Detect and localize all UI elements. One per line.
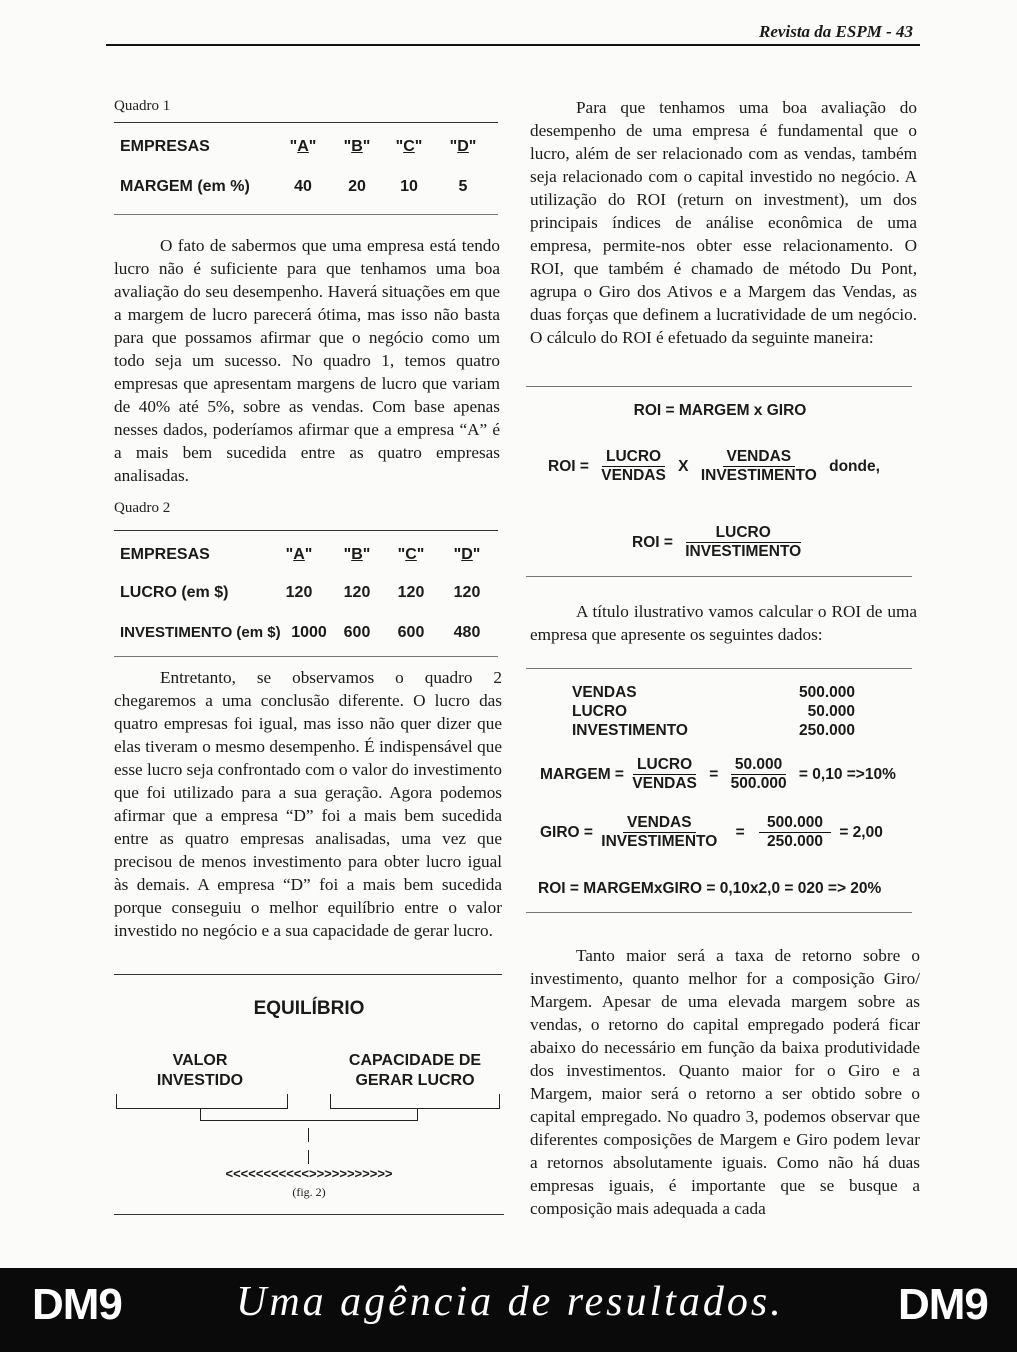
numerator: 500.000	[759, 814, 831, 833]
example-row-value: 500.000	[798, 684, 855, 701]
balance-arrows: <<<<<<<<<<<>>>>>>>>>>>	[225, 1166, 393, 1181]
dm9-logo-right: DM9	[898, 1280, 988, 1329]
table-header-d: "D"	[449, 138, 477, 155]
left-bracket	[116, 1094, 288, 1109]
example-top-rule	[526, 668, 912, 669]
table-row-label: INVESTIMENTO (em $)	[120, 624, 281, 641]
footer-banner	[0, 1268, 1017, 1352]
numerator: LUCRO	[633, 756, 696, 775]
roi-result: ROI = MARGEMxGIRO = 0,10x2,0 = 020 => 20%	[538, 880, 882, 897]
numerator: 50.000	[731, 756, 786, 775]
roi-formula-expanded	[544, 448, 884, 485]
header-rule	[106, 44, 920, 46]
table-cell: 120	[285, 584, 313, 601]
figure-left-label-2: INVESTIDO	[156, 1072, 244, 1089]
table-cell: 600	[397, 624, 425, 641]
joining-bracket	[200, 1108, 418, 1121]
roi-box-top-rule	[526, 386, 912, 387]
roi-formula-simplified	[628, 524, 805, 561]
quadro2-caption: Quadro 2	[114, 500, 171, 516]
table-header-d: "D"	[453, 546, 481, 563]
right-bracket	[330, 1094, 500, 1109]
dm9-logo-left: DM9	[32, 1280, 122, 1329]
figure-left-label-1: VALOR	[172, 1052, 228, 1069]
example-bottom-rule	[526, 912, 912, 913]
fraction-vendas-investimento	[597, 814, 721, 851]
connector-line	[308, 1128, 309, 1142]
giro-formula	[536, 814, 887, 851]
denominator: INVESTIMENTO	[601, 833, 718, 850]
margem-formula	[536, 756, 900, 793]
table-header-b: "B"	[343, 546, 371, 563]
paragraph-4: A título ilustrativo vamos calcular o ROI de uma empresa que apresente os seguintes dados:	[530, 602, 917, 644]
denominator: 500.000	[730, 775, 787, 792]
table-header-c: "C"	[395, 138, 423, 155]
figure-right-label-2: GERAR LUCRO	[355, 1072, 475, 1089]
table-header-a: "A"	[289, 138, 317, 155]
roi-definition: ROI = MARGEM x GIRO	[633, 402, 807, 419]
example-row-value: 250.000	[798, 722, 855, 739]
roi-eq-label: ROI =	[632, 533, 673, 551]
footer-slogan: Uma agência de resultados.	[236, 1279, 784, 1325]
table-cell: 20	[348, 178, 366, 195]
table-header-a: "A"	[285, 546, 313, 563]
paragraph-5: Tanto maior será a taxa de retorno sobre o investimento, quanto melhor for a composição Giro/ Margem. Apesar de uma elevada margem sobre as vendas, o retorno do capital empregado poderá ficar abaixo do necessário em função da baixa produtividade dos investimentos. Quanto maior for o Giro e a Margem, maior será o retorno a ser obtido sobre o capital empregado. No quadro 3, podemos observar que diferentes composições de Margem e Giro podem levar a retornos absolutamente iguais. Como não há duas empresas iguais, é importante que se busque a composição mais adequada a cada	[530, 946, 920, 1218]
quadro1-bottom-rule	[114, 214, 498, 215]
table-cell: 480	[453, 624, 481, 641]
numerator: VENDAS	[723, 448, 796, 467]
numerator: LUCRO	[686, 524, 801, 543]
margem-label: MARGEM =	[540, 765, 624, 783]
connector-line	[308, 1150, 309, 1164]
quadro1-caption: Quadro 1	[114, 98, 171, 114]
running-head: Revista da ESPM - 43	[759, 22, 913, 41]
table-cell: 600	[343, 624, 371, 641]
table-header-empresas: EMPRESAS	[120, 546, 210, 563]
equals-sign: =	[735, 823, 745, 841]
denominator: VENDAS	[632, 775, 697, 792]
fraction-lucro-vendas	[628, 756, 701, 793]
figure-caption: (fig. 2)	[292, 1185, 326, 1199]
paragraph-3: Para que tenhamos uma boa avaliação do desempenho de uma empresa é fundamental que o lucro, além de ser relacionado com as vendas, também seja relacionado com o capital investido no negócio. A utilização do ROI (return on investment), um dos principais índices de análise econômica de uma empresa, permite-nos obter esse relacionamento. O ROI, que também é chamado de método Du Pont, agrupa o Giro dos Ativos e a Margem das Vendas, as duas forças que definem a lucratividade de um negócio. O cálculo do ROI é efetuado da seguinte maneira:	[530, 98, 917, 347]
denominator: INVESTIMENTO	[700, 467, 817, 484]
figure-title: EQUILÍBRIO	[253, 998, 365, 1019]
times-sign: X	[678, 457, 689, 475]
giro-label: GIRO =	[540, 823, 593, 841]
table-header-empresas: EMPRESAS	[120, 138, 210, 155]
table-row-label: LUCRO (em $)	[120, 584, 229, 601]
example-row-label: INVESTIMENTO	[572, 722, 688, 739]
margem-result: = 0,10 =>10%	[798, 765, 896, 783]
table-row-label: MARGEM (em %)	[120, 178, 250, 195]
numerator: VENDAS	[623, 814, 696, 833]
table-header-b: "B"	[343, 138, 371, 155]
roi-box-bottom-rule	[526, 576, 912, 577]
denominator: INVESTIMENTO	[685, 543, 802, 560]
table-cell: 10	[400, 178, 418, 195]
example-row-label: VENDAS	[572, 684, 637, 701]
fraction-lucro-investimento	[681, 524, 805, 561]
fraction-lucro-vendas	[597, 448, 670, 485]
fraction-values	[727, 756, 791, 793]
paragraph-1: O fato de sabermos que uma empresa está tendo lucro não é suficiente para que tenhamos uma boa avaliação do seu desempenho. Haverá situações em que a margem de lucro parecerá ótima, mas isso não basta para que possamos afirmar que o negócio como um todo seja um sucesso. No quadro 1, temos quatro empresas que apresentam margens de lucro que variam de 40% até 5%, sobre as vendas. Com base apenas nesses dados, poderíamos afirmar que a empresa “A” é a mais bem sucedida entre as quatro empresas analisadas.	[114, 236, 500, 485]
example-row-label: LUCRO	[572, 703, 628, 720]
fraction-values	[759, 814, 831, 851]
table-cell: 120	[343, 584, 371, 601]
numerator: LUCRO	[602, 448, 665, 467]
table-cell: 40	[294, 178, 312, 195]
example-row-value: 50.000	[807, 703, 855, 720]
figure-bottom-rule	[114, 1214, 504, 1215]
table-header-c: "C"	[397, 546, 425, 563]
figure-top-rule	[114, 974, 502, 975]
table-cell: 5	[458, 178, 468, 195]
donde-text: donde,	[829, 457, 880, 475]
equals-sign: =	[709, 765, 719, 783]
figure-right-label-1: CAPACIDADE DE	[348, 1052, 482, 1069]
quadro1-top-rule	[114, 122, 498, 123]
paragraph-2: Entretanto, se observamos o quadro 2 chegaremos a uma conclusão diferente. O lucro das quatro empresas foi igual, mas isso não quer dizer que elas tiveram o mesmo desempenho. É indispensável que esse lucro seja confrontado com o valor do investimento que foi utilizado para a sua geração. Agora podemos afirmar que a empresa “D” foi a mais bem sucedida entre as quatro empresas analisadas, uma vez que precisou de menos investimento para obter lucro igual às demais. A empresa “D” foi a mais bem sucedida porque conseguiu o melhor equilíbrio entre o valor investido no negócio e a sua capacidade de gerar lucro.	[114, 668, 502, 940]
table-cell: 120	[453, 584, 481, 601]
roi-eq-label: ROI =	[548, 457, 589, 475]
quadro2-top-rule	[114, 530, 498, 531]
table-cell: 1000	[291, 624, 327, 641]
denominator: 250.000	[766, 833, 823, 850]
table-cell: 120	[397, 584, 425, 601]
denominator: VENDAS	[601, 467, 666, 484]
quadro2-bottom-rule	[114, 656, 498, 657]
giro-result: = 2,00	[839, 823, 883, 841]
fraction-vendas-investimento	[697, 448, 821, 485]
